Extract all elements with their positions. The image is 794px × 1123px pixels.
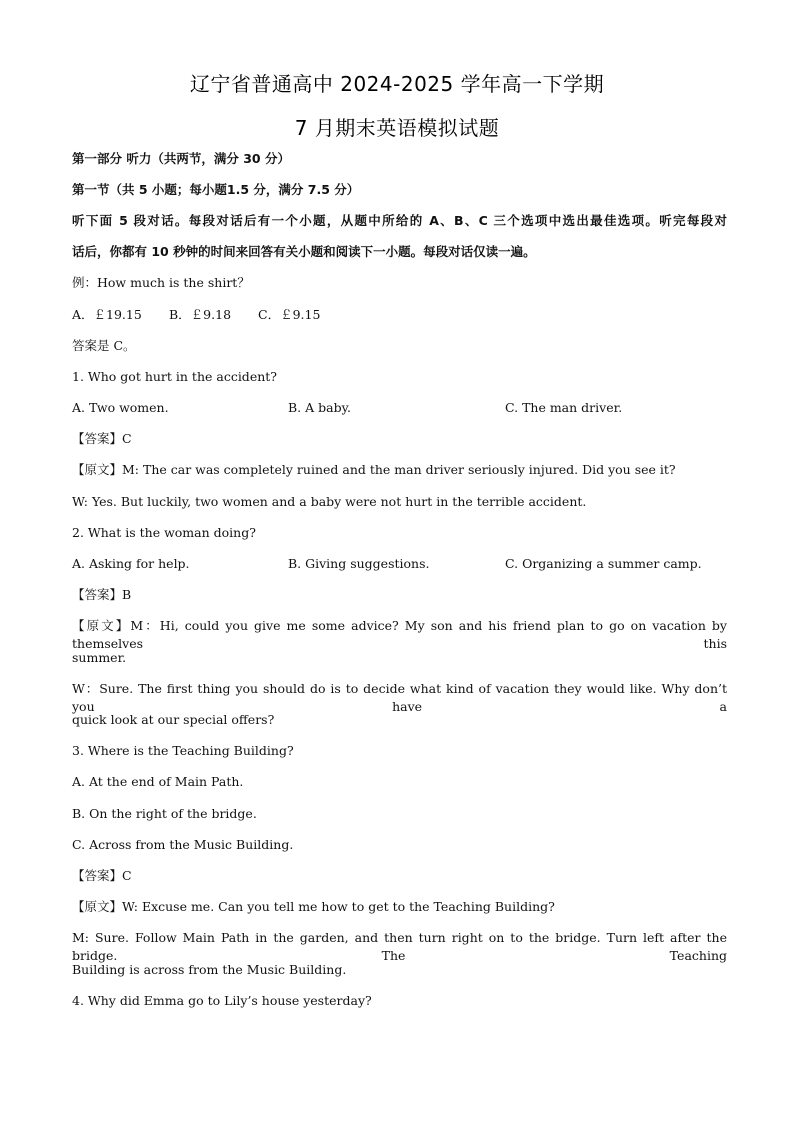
question-1-answer: 【答案】C: [72, 431, 132, 446]
question-2: 2. What is the woman doing?: [72, 525, 256, 540]
question-1-option-c: C. The man driver.: [505, 400, 623, 415]
question-2-transcript-3: W：Sure. The first thing you should do is to decide what kind of vacation they would like. Why don’t you have a: [72, 681, 727, 714]
question-3-transcript-2: M: Sure. Follow Main Path in the garden, and then turn right on to the bridge. Turn left after the bridge. The Teaching: [72, 930, 727, 963]
example-option-b: B．￡9.18: [169, 307, 232, 322]
question-1-transcript-2: W: Yes. But luckily, two women and a baby were not hurt in the terrible accident.: [72, 494, 587, 509]
question-2-transcript-1: 【原文】M：Hi, could you give me some advice? My son and his friend plan to go on vacation by themselves this: [72, 618, 727, 651]
question-3-option-c: C. Across from the Music Building.: [72, 837, 294, 852]
question-2-option-a: A. Asking for help.: [72, 556, 190, 571]
question-2-option-c: C. Organizing a summer camp.: [505, 556, 702, 571]
question-3: 3. Where is the Teaching Building?: [72, 743, 294, 758]
question-1-option-b: B. A baby.: [288, 400, 351, 415]
example-question: 例：How much is the shirt？: [72, 275, 250, 290]
question-1: 1. Who got hurt in the accident?: [72, 369, 277, 384]
example-option-a: A．￡19.15: [72, 307, 142, 322]
question-3-answer: 【答案】C: [72, 868, 132, 883]
question-2-answer: 【答案】B: [72, 587, 132, 602]
page-subtitle: 7 月期末英语模拟试题: [294, 116, 500, 140]
part-heading: 第一部分 听力（共两节，满分 30 分）: [72, 151, 290, 166]
question-2-transcript-2: summer.: [72, 650, 127, 665]
example-answer: 答案是 C。: [72, 338, 136, 353]
question-1-option-a: A. Two women.: [72, 400, 169, 415]
question-2-transcript-4: quick look at our special offers?: [72, 712, 275, 727]
section-heading: 第一节（共 5 小题；每小题1.5 分，满分 7.5 分）: [72, 182, 360, 197]
page-title: 辽宁省普通高中 2024-2025 学年高一下学期: [189, 72, 605, 96]
question-3-option-a: A. At the end of Main Path.: [72, 774, 244, 789]
question-3-transcript-1: 【原文】W: Excuse me. Can you tell me how to get to the Teaching Building?: [72, 899, 555, 914]
instructions-line-2: 话后，你都有 10 秒钟的时间来回答有关小题和阅读下一小题。每段对话仅读一遍。: [72, 244, 536, 259]
question-2-option-b: B. Giving suggestions.: [288, 556, 430, 571]
question-3-option-b: B. On the right of the bridge.: [72, 806, 257, 821]
question-1-transcript-1: 【原文】M: The car was completely ruined and the man driver seriously injured. Did you see it?: [72, 462, 676, 477]
example-option-c: C．￡9.15: [258, 307, 321, 322]
question-3-transcript-3: Building is across from the Music Building.: [72, 962, 347, 977]
instructions-line-1: 听下面 5 段对话。每段对话后有一个小题，从题中所给的 A、B、C 三个选项中选出最佳选项。听完每段对: [72, 213, 727, 228]
question-4: 4. Why did Emma go to Lily’s house yesterday?: [72, 993, 372, 1008]
